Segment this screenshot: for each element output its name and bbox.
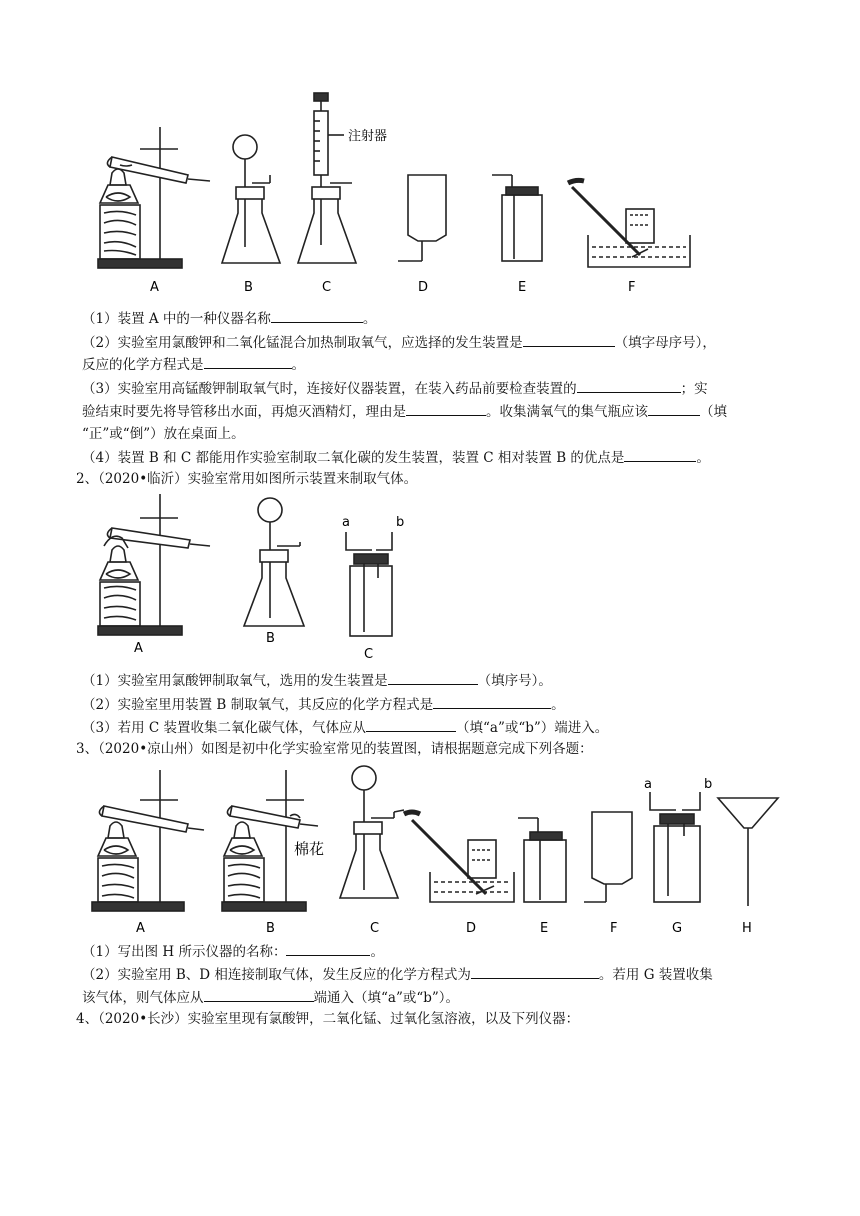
apparatus-e <box>518 818 566 902</box>
answer-blank[interactable] <box>471 964 599 979</box>
q4-title: 4、（2020•长沙）实验室里现有氯酸钾，二氧化锰、过氧化氢溶液，以及下列仪器： <box>76 1011 580 1027</box>
apparatus-a <box>98 127 210 268</box>
answer-blank[interactable] <box>286 941 370 956</box>
answer-blank[interactable] <box>204 354 292 369</box>
answer-blank[interactable] <box>523 332 615 347</box>
label-a: A <box>150 280 159 295</box>
label-e: E <box>540 921 549 936</box>
apparatus-f <box>584 812 632 902</box>
label-h: H <box>742 921 752 936</box>
port-a-label: a <box>342 515 350 530</box>
apparatus-c <box>340 766 404 898</box>
q1-part3: （3）实验室用高锰酸钾制取氧气时，连接好仪器装置，在装入药品前要检查装置的 ；实 <box>82 378 780 399</box>
cotton-label: 棉花 <box>294 840 325 858</box>
q1-part4: （4）装置 B 和 C 都能用作实验室制取二氧化碳的发生装置，装置 C 相对装置 B 的优点是 。 <box>82 447 780 468</box>
q3-title: 3、（2020•凉山州）如图是初中化学实验室常见的装置图，请根据题意完成下列各题： <box>76 741 593 757</box>
answer-blank[interactable] <box>366 717 456 732</box>
apparatus-d <box>404 812 514 902</box>
port-b-label: b <box>704 777 713 792</box>
label-b: B <box>266 631 275 646</box>
apparatus-h-funnel <box>718 798 778 906</box>
figure-2-apparatus <box>0 488 860 670</box>
answer-blank[interactable] <box>648 401 700 416</box>
q1-part2-cont: 反应的化学方程式是 。 <box>82 354 780 375</box>
apparatus-d <box>398 175 446 261</box>
q2-part3: （3）若用 C 装置收集二氧化碳气体，气体应从 （填“a”或“b”）端进入。 <box>82 717 780 738</box>
label-d: D <box>418 280 429 295</box>
q1-part3-end: “正”或“倒”）放在桌面上。 <box>82 426 245 442</box>
answer-blank[interactable] <box>271 308 363 323</box>
answer-blank[interactable] <box>406 401 486 416</box>
apparatus-b <box>244 498 304 626</box>
apparatus-b <box>222 135 280 263</box>
q3-part2-cont: 该气体，则气体应从 端通入（填“a”或“b”）。 <box>82 987 780 1008</box>
apparatus-c <box>346 532 392 636</box>
label-b: B <box>266 921 275 936</box>
label-a: A <box>134 641 143 656</box>
q3-part2: （2）实验室用 B、D 相连接制取气体，发生反应的化学方程式为 。若用 G 装置收集 <box>82 964 780 985</box>
label-a: A <box>136 921 145 936</box>
label-b: B <box>244 280 253 295</box>
apparatus-a <box>98 494 210 635</box>
label-c: C <box>370 921 380 936</box>
q1-part2: （2）实验室用氯酸钾和二氧化锰混合加热制取氧气，应选择的发生装置是 （填字母序号）， <box>82 332 780 353</box>
answer-blank[interactable] <box>388 670 478 685</box>
label-c: C <box>322 280 332 295</box>
q1-part3-cont: 验结束时要先将导管移出水面，再熄灭酒精灯，理由是 。收集满氧气的集气瓶应该 （填 <box>82 401 780 422</box>
q2-title: 2、（2020•临沂）实验室常用如图所示装置来制取气体。 <box>76 471 418 487</box>
syringe-label: 注射器 <box>348 129 388 144</box>
label-f: F <box>628 280 636 295</box>
answer-blank[interactable] <box>577 378 681 393</box>
apparatus-f <box>568 180 690 267</box>
q1-part1: （1）装置 A 中的一种仪器名称 。 <box>82 308 780 329</box>
label-f: F <box>610 921 618 936</box>
q2-part1: （1）实验室用氯酸钾制取氧气，选用的发生装置是 （填序号）。 <box>82 670 780 691</box>
port-b-label: b <box>396 515 405 530</box>
answer-blank[interactable] <box>204 987 314 1002</box>
label-c: C <box>364 647 374 662</box>
figure-3-apparatus <box>0 760 860 940</box>
apparatus-a <box>92 770 204 911</box>
apparatus-e <box>492 175 542 261</box>
answer-blank[interactable] <box>624 447 696 462</box>
label-d: D <box>466 921 477 936</box>
port-a-label: a <box>644 777 652 792</box>
apparatus-c <box>298 93 356 263</box>
label-g: G <box>672 921 683 936</box>
q3-part1: （1）写出图 H 所示仪器的名称： 。 <box>82 941 780 962</box>
answer-blank[interactable] <box>433 694 551 709</box>
figure-1-apparatus <box>0 85 860 305</box>
label-e: E <box>518 280 527 295</box>
q2-part2: （2）实验室里用装置 B 制取氧气，其反应的化学方程式是 。 <box>82 694 780 715</box>
apparatus-g <box>650 792 700 902</box>
